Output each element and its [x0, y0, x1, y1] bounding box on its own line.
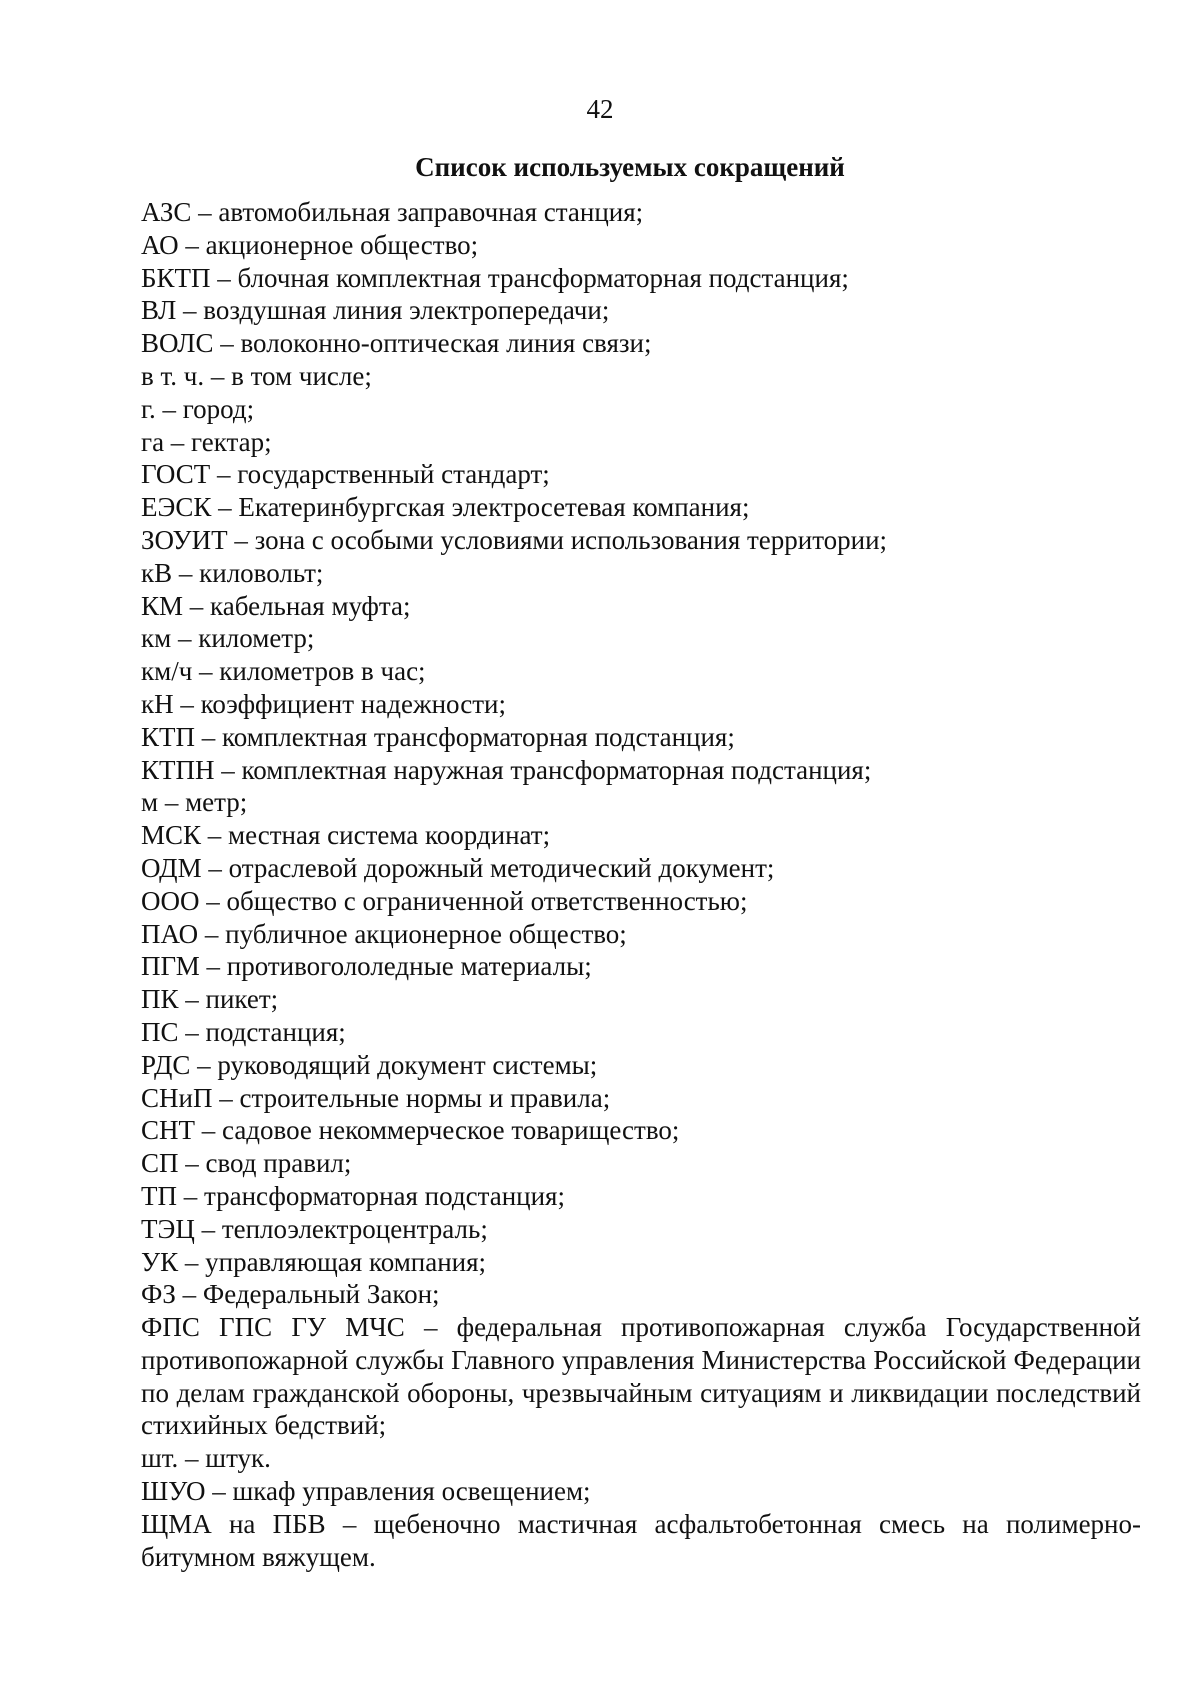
abbreviation-item: га – гектар; [141, 426, 272, 457]
abbreviation-item: ЩМА на ПБВ – щебеночно мастичная асфальтобетонная смесь на полимерно-битумном вяжущем. [141, 1508, 1141, 1572]
abbreviation-item: ТП – трансформаторная подстанция; [141, 1180, 565, 1211]
abbreviation-item: км/ч – километров в час; [141, 656, 426, 687]
abbreviation-item: КТПН – комплектная наружная трансформаторная подстанция; [141, 754, 872, 785]
abbreviation-item: ФЗ – Федеральный Закон; [141, 1279, 440, 1310]
abbreviation-item: в т. ч. – в том числе; [141, 360, 372, 391]
abbreviation-item: КМ – кабельная муфта; [141, 590, 411, 621]
abbreviation-item: АЗС – автомобильная заправочная станция; [141, 197, 644, 227]
abbreviation-item: ПС – подстанция; [141, 1016, 346, 1047]
abbreviation-item: СНиП – строительные нормы и правила; [141, 1082, 611, 1113]
abbreviation-item: МСК – местная система координат; [141, 820, 551, 851]
page-number: 42 [586, 94, 614, 124]
abbreviation-item: ПГМ – противогололедные материалы; [141, 951, 592, 982]
abbreviation-item: ТЭЦ – теплоэлектроцентраль; [141, 1213, 488, 1244]
abbreviation-item: ПАО – публичное акционерное общество; [141, 918, 627, 949]
abbreviation-item: РДС – руководящий документ системы; [141, 1049, 598, 1080]
abbreviation-item: СП – свод правил; [141, 1148, 352, 1179]
abbreviation-item: ГОСТ – государственный стандарт; [141, 459, 550, 490]
abbreviation-item: ОДМ – отраслевой дорожный методический документ; [141, 852, 775, 883]
abbreviation-item: ЕЭСК – Екатеринбургская электросетевая компания; [141, 492, 750, 523]
abbreviation-item: кВ – киловольт; [141, 557, 324, 588]
abbreviation-item: кН – коэффициент надежности; [141, 688, 506, 719]
abbreviation-item: шт. – штук. [141, 1443, 271, 1474]
abbreviation-item: ВЛ – воздушная линия электропередачи; [141, 295, 610, 326]
abbreviation-item: ПК – пикет; [141, 984, 279, 1015]
abbreviation-list [141, 196, 1141, 1573]
abbreviation-item: СНТ – садовое некоммерческое товарищество; [141, 1115, 680, 1146]
abbreviation-item: км – километр; [141, 623, 315, 654]
abbreviation-item: ЗОУИТ – зона с особыми условиями использования территории; [141, 524, 888, 555]
abbreviation-item: г. – город; [141, 393, 255, 424]
abbreviation-item: БКТП – блочная комплектная трансформаторная подстанция; [141, 262, 849, 293]
document-title: Список используемых сокращений [415, 152, 845, 182]
abbreviation-item: ООО – общество с ограниченной ответственностью; [141, 885, 748, 916]
abbreviation-item: ШУО – шкаф управления освещением; [141, 1476, 591, 1507]
abbreviation-item: м – метр; [141, 787, 248, 818]
abbreviation-item: ВОЛС – волоконно-оптическая линия связи; [141, 328, 652, 359]
abbreviation-item: КТП – комплектная трансформаторная подстанция; [141, 721, 735, 752]
abbreviation-item: АО – акционерное общество; [141, 229, 479, 260]
abbreviation-item: ФПС ГПС ГУ МЧС – федеральная противопожарная служба Государственной противопожарной службы Главного управления Министерства Российской Федерации по делам гражданской обороны, чрезвычайным ситуациям и ликвидации последствий стихийных бедствий; [141, 1312, 1141, 1441]
abbreviation-item: УК – управляющая компания; [141, 1246, 487, 1277]
